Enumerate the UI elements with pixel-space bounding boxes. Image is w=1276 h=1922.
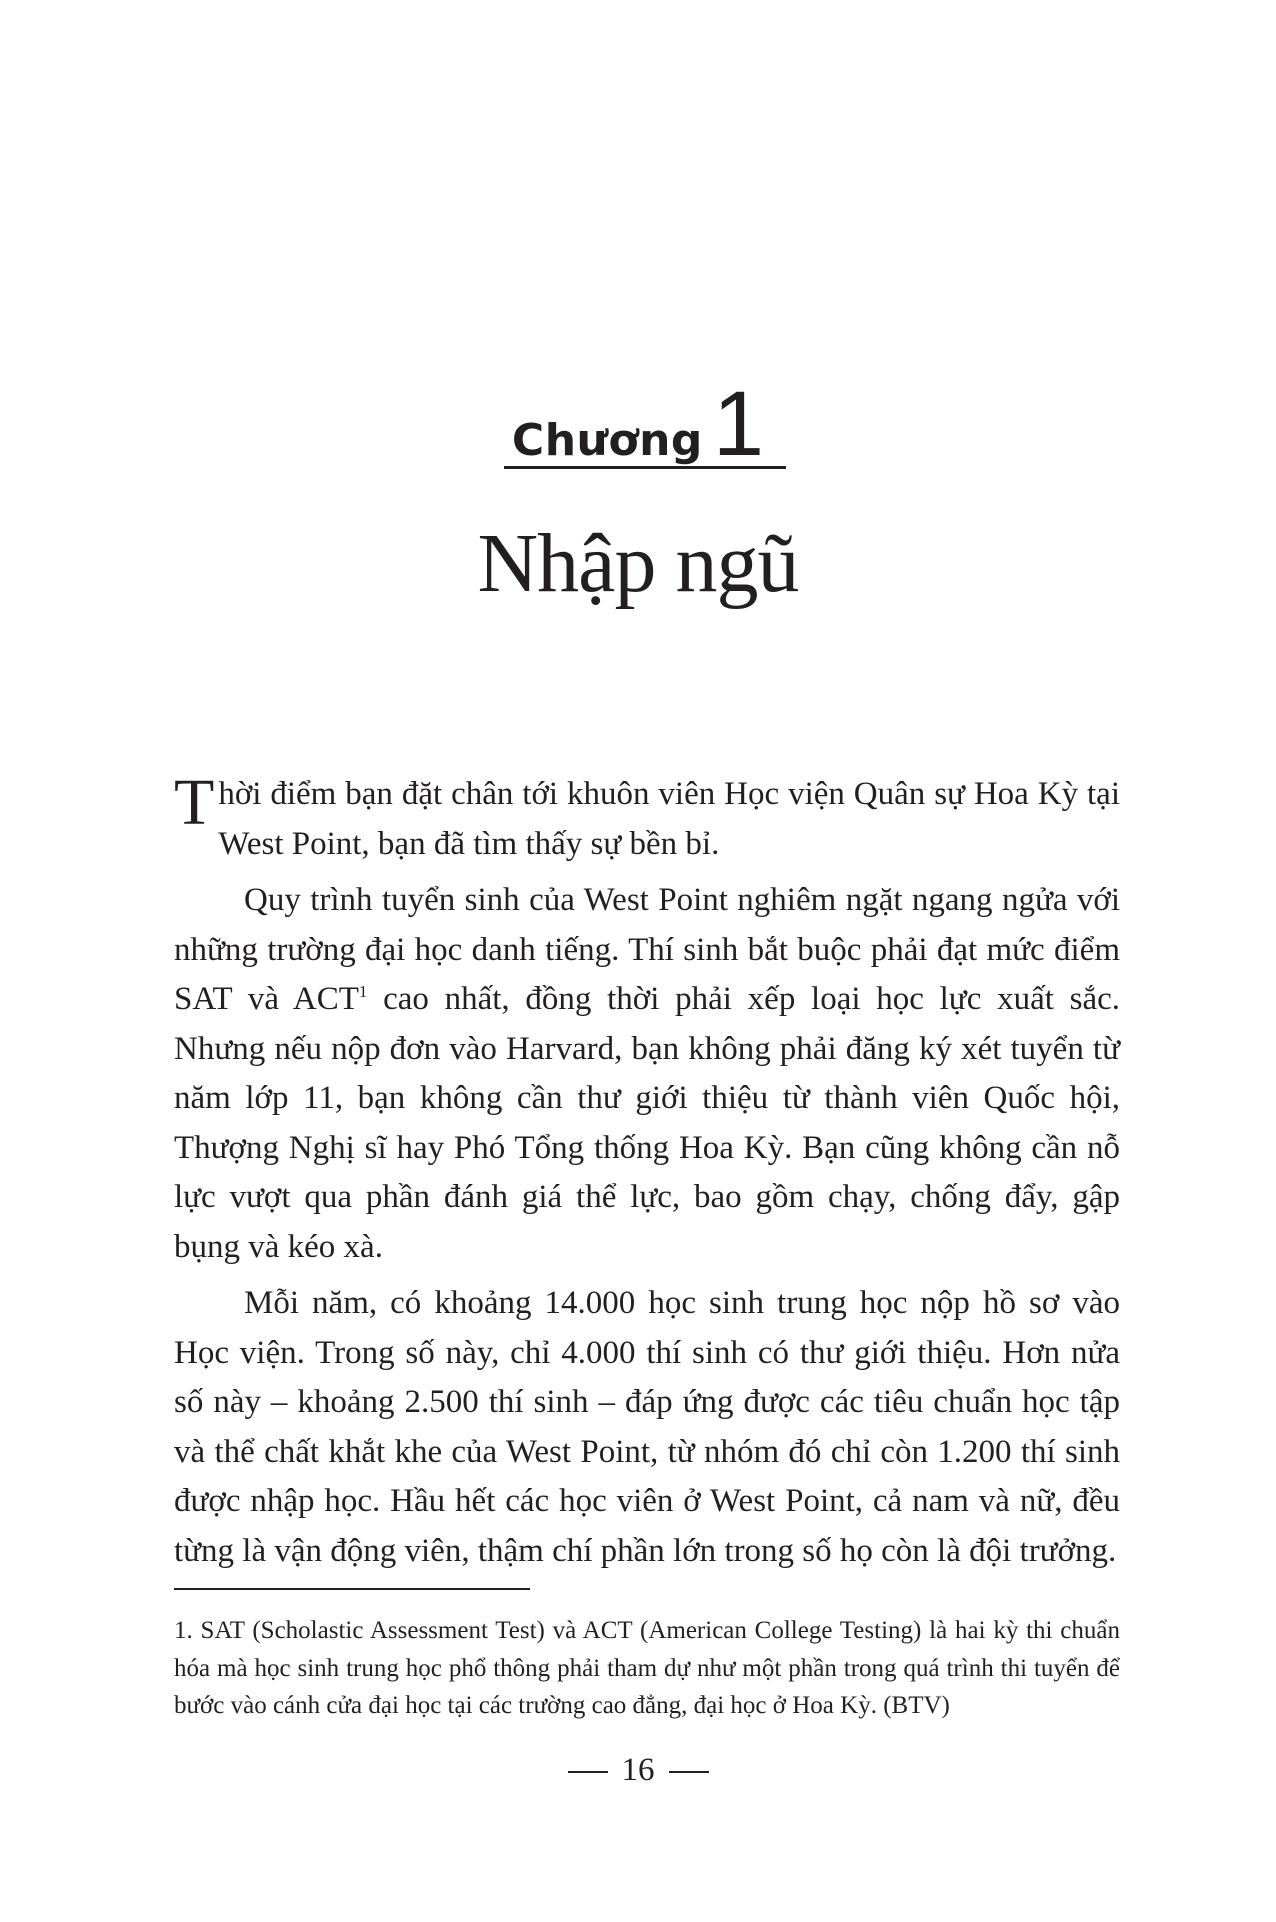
paragraph-1 [174,766,1120,869]
chapter-divider [504,466,786,469]
footnote: 1. SAT (Scholastic Assessment Test) và ACT (American College Testing) là hai kỳ thi chuẩn hóa mà học sinh trung học phổ thông phải tham dự như một phần trong quá trình thi tuyển để bước vào cánh cửa đại học tại các trường cao đẳng, đại học ở Hoa Kỳ. (BTV) [174,1617,1120,1719]
page-number [0,1752,1276,1789]
chapter-word: Chương [511,415,703,466]
page-number-dash-left [568,1771,608,1773]
page-number-value: 16 [621,1752,655,1788]
body-text [174,766,1120,1583]
paragraph-2-text-before: Quy trình tuyển sinh của West Point nghiêm ngặt ngang ngửa với những trường đại học danh tiếng. Thí sinh bắt buộc phải đạt mức điểm SAT và ACT [174,882,1120,1017]
paragraph-2 [174,876,1120,1272]
paragraph-1-text: hời điểm bạn đặt chân tới khuôn viên Học viện Quân sự Hoa Kỳ tại West Point, bạn đã tìm thấy sự bền bỉ. [218,776,1120,862]
chapter-label [0,372,1276,477]
drop-cap: T [174,766,215,839]
paragraph-3: Mỗi năm, có khoảng 14.000 học sinh trung học nộp hồ sơ vào Học viện. Trong số này, chỉ 4.000 thí sinh có thư giới thiệu. Hơn nửa số này – khoảng 2.500 thí sinh – đáp ứng được các tiêu chuẩn học tập và thể chất khắt khe của West Point, từ nhóm đó chỉ còn 1.200 thí sinh được nhập học. Hầu hết các học viên ở West Point, cả nam và nữ, đều từng là vận động viên, thậm chí phần lớn trong số họ còn là đội trưởng. [174,1285,1120,1569]
page-number-dash-right [669,1771,709,1773]
chapter-number: 1 [712,373,765,475]
footnote-reference[interactable]: 1 [358,982,368,1001]
chapter-title: Nhập ngũ [477,517,799,610]
footnote-divider [174,1588,530,1590]
paragraph-2-text-after: cao nhất, đồng thời phải xếp loại học lực xuất sắc. Nhưng nếu nộp đơn vào Harvard, bạn không phải đăng ký xét tuyển từ năm lớp 11, bạn không cần thư giới thiệu từ thành viên Quốc hội, Thượng Nghị sĩ hay Phó Tổng thống Hoa Kỳ. Bạn cũng không cần nỗ lực vượt qua phần đánh giá thể lực, bao gồm chạy, chống đẩy, gập bụng và kéo xà. [174,981,1120,1265]
